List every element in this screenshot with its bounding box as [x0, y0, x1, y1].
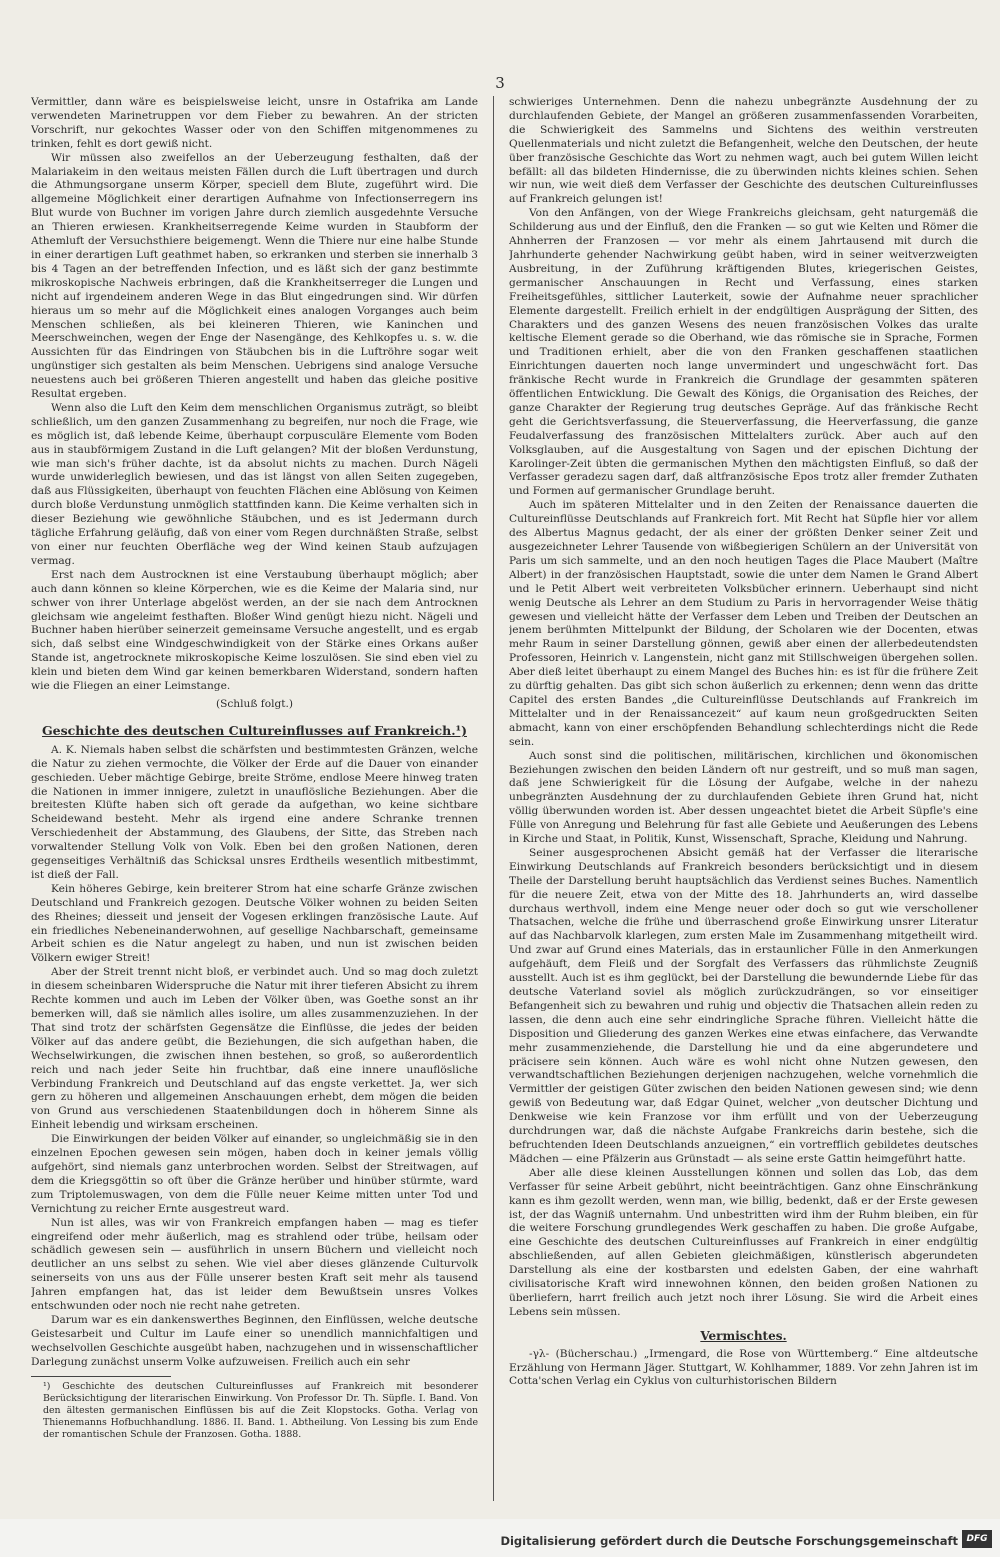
page-number: 3 — [495, 74, 505, 92]
footnote: ¹) Geschichte des deutschen Cultureinflusses auf Frankreich mit besonderer Berücksichtigung der literarischen Einwirkung. Von Professor Dr. Th. Süpfle. I. Band. Von den ältesten germanischen Einflüssen bis auf die Zeit Klopstocks. Gotha. Verlag von Thienemanns Hofbuchhandlung. 1886. II. Band. 1. Abtheilung. Von Lessing bis zum Ende der romantischen Schule der Franzosen. Gotha. 1888. — [43, 1380, 478, 1441]
paragraph: Vermittler, dann wäre es beispielsweise leicht, unsre in Ostafrika am Lande verwendeten Marinetruppen vor dem Fieber zu bewahren. An der stricten Vorschrift, nur gekochtes Wasser oder von den Schiffen mitgenommenes zu trinken, fehlt es dort gewiß nicht. — [31, 96, 478, 150]
paragraph: Seiner ausgesprochenen Absicht gemäß hat der Verfasser die literarische Einwirkung Deutschlands auf Frankreich besonders berücksichtigt und in diesem Theile der Darstellung beruht hauptsächlich das Verdienst seines Buches. Namentlich für die neuere Zeit, etwa von der Mitte des 18. Jahrhunderts an, wird dasselbe durchaus werthvoll, indem eine Menge neuer oder doch so gut wie verschollener Thatsachen, welche die frühe und überraschend große Einwirkung unsrer Literatur auf das Nachbarvolk klarlegen, zum ersten Male im Zusammenhang mitgetheilt wird. Und zwar auf Grund eines Materials, das in erstaunlicher Fülle in den Anmerkungen aufgehäuft, dem Fleiß und der Sorgfalt des Verfassers das rühmlichste Zeugniß ausstellt. Auch ist es ihm geglückt, bei der Darstellung die bewundernde Liebe für das deutsche Vaterland soviel als möglich zurückzudrängen, so vor einseitiger Befangenheit sich zu bewahren und ruhig und objectiv die Thatsachen allein reden zu lassen, die denn auch eine sehr eindringliche Sprache führen. Vielleicht hätte die Disposition und Gliederung des ganzen Werkes eine etwas einfachere, das Verwandte mehr zusammenziehende, die Darstellung hie und da eine abgerundetere und präcisere sein können. Auch wäre es wohl nicht ohne Nutzen gewesen, den verwandtschaftlichen Beziehungen derjenigen nachzugehen, welche vornehmlich die Vermittler der geistigen Güter zwischen den beiden Nationen gewesen sind; wie denn gewiß von Bedeutung war, daß Edgar Quinet, welcher „von deutscher Dichtung und Denkweise wie kein Franzose vor ihm erfüllt und von der Ueberzeugung durchdrungen war, daß die nächste Aufgabe Frankreichs darin bestehe, sich die befruchtenden Ideen Deutschlands anzueignen,“ ein vortrefflich gebildetes deutsches Mädchen — eine Pfälzerin aus Grünstadt — als seine erste Gattin heimgeführt hatte. — [509, 846, 978, 1165]
section-heading-vermischtes: Vermischtes. — [700, 1328, 787, 1343]
footnote-divider — [31, 1376, 171, 1377]
paragraph: -γλ- (Bücherschau.) „Irmengard, die Rose von Württemberg.“ Eine altdeutsche Erzählung von Hermann Jäger. Stuttgart, W. Kohlhammer, 1889. Vor zehn Jahren ist im Cotta'schen Verlag ein Cyklus von culturhistorischen Bildern — [509, 1347, 978, 1388]
paragraph: Aber der Streit trennt nicht bloß, er verbindet auch. Und so mag doch zuletzt in diesem scheinbaren Widerspruche die Natur mit ihrer tieferen Absicht zu ihrem Rechte kommen und auch im Leben der Völker üben, was Goethe sonst an ihr bemerken will, daß sie nämlich alles isolire, um alles zusammenzuziehen. In der That sind trotz der schärfsten Gegensätze die Einflüsse, die jedes der beiden Völker auf das andere geübt, die Beziehungen, die sich aufgethan haben, die Wechselwirkungen, die zwischen ihnen bestehen, so groß, so außerordentlich reich und nach jeder Seite hin fruchtbar, daß eine innere unauflösliche Verbindung Frankreich und Deutschland auf das engste verkettet. Ja, wer sich gern zu höheren und allgemeinen Anschauungen erhebt, dem mögen die beiden von Grund aus verschiedenen Staatenbildungen doch in höherem Sinne als Einheit lebendig und wirksam erscheinen. — [31, 966, 478, 1132]
paragraph: schwieriges Unternehmen. Denn die nahezu unbegränzte Ausdehnung der zu durchlaufenden Gebiete, der Mangel an größeren zusammenfassenden Vorarbeiten, die Schwierigkeit des Sammelns und Sichtens des weithin verstreuten Quellenmaterials und nicht zuletzt die Befangenheit, welche den Deutschen, der heute über französische Geschichte das Wort zu nehmen wagt, auch bei gutem Willen leicht befällt: all das bildeten Hindernisse, die zu überwinden nichts kleines schien. Sehen wir nun, wie weit dieß dem Verfasser der Geschichte des deutschen Cultureinflusses auf Frankreich gelungen ist! — [509, 96, 978, 206]
paragraph: Auch sonst sind die politischen, militärischen, kirchlichen und ökonomischen Beziehungen zwischen den beiden Ländern oft nur gestreift, und so muß man sagen, daß jene Schwierigkeit für die Lösung der Aufgabe, welche in der nahezu unbegränzten Ausdehnung der zu durchlaufenden Gebiete ihren Grund hat, nicht völlig überwunden worden ist. Aber dessen ungeachtet bietet die Arbeit Süpfle's eine Fülle von Anregung und Belehrung für fast alle Gebiete und Aeußerungen des Lebens in Kirche und Staat, in Politik, Kunst, Wissenschaft, Sprache, Kleidung und Nahrung. — [509, 749, 978, 846]
paragraph: Auch im späteren Mittelalter und in den Zeiten der Renaissance dauerten die Cultureinflüsse Deutschlands auf Frankreich fort. Mit Recht hat Süpfle hier vor allem des Albertus Magnus gedacht, der als einer der größten Denker seiner Zeit und ausgezeichneter Lehrer Tausende von wißbegierigen Schülern an der Universität von Paris um sich sammelte, und an den noch heutigen Tages die Place Maubert (Maître Albert) in der französischen Hauptstadt, sowie die unter dem Namen le Grand Albert und le Petit Albert weit verbreiteten Volksbücher erinnern. Ueberhaupt sind nicht wenig Deutsche als Lehrer an dem Studium zu Paris in hervorragender Weise thätig gewesen und vielleicht hätte der Verfasser dem Leben und Treiben der Deutschen an jenem berühmten Mittelpunkt der Bildung, der Scholaren wie der Docenten, etwas mehr Raum in seiner Darstellung gönnen, gewiß aber einen der allerbedeutendsten Professoren, Heinrich v. Langenstein, nicht ganz mit Stillschweigen übergehen sollen. Aber dieß leitet überhaupt zu einem Mangel des Buches hin: es ist für die frühere Zeit zu dürftig gehalten. Das gibt sich schon äußerlich zu erkennen; denn wenn das dritte Capitel des ersten Bandes „die Cultureinflüsse Deutschlands auf Frankreich im Mittelalter und in der Renaissancezeit“ auf kaum neun großgedruckten Seiten abmacht, kann von einer erschöpfenden Behandlung schlechterdings nicht die Rede sein. — [509, 499, 978, 748]
right-column — [509, 96, 978, 1496]
funding-credit: Digitalisierung gefördert durch die Deutsche Forschungsgemeinschaft — [500, 1534, 958, 1548]
paragraph: Aber alle diese kleinen Ausstellungen können und sollen das Lob, das dem Verfasser für seine Arbeit gebührt, nicht beeinträchtigen. Ganz ohne Einschränkung kann es ihm gezollt werden, wenn man, wie billig, bedenkt, daß er der Erste gewesen ist, der das Wagniß unternahm. Und unbestritten wird ihm der Ruhm bleiben, ein für die weitere Forschung grundlegendes Werk geschaffen zu haben. Die große Aufgabe, eine Geschichte des deutschen Cultureinflusses auf Frankreich in einer endgültig abschließenden, auf allen Gebieten gleichmäßigen, künstlerisch abgerundeten Darstellung als eine der kostbarsten und edelsten Gaben, der eine wahrhaft civilisatorische Kraft wird innewohnen können, den beiden großen Nationen zu überliefern, harrt freilich auch jetzt noch ihrer Lösung. Sie wird die Arbeit eines Lebens sein müssen. — [509, 1166, 978, 1318]
paragraph: Kein höheres Gebirge, kein breiterer Strom hat eine scharfe Gränze zwischen Deutschland und Frankreich gezogen. Deutsche Völker wohnen zu beiden Seiten des Rheines; diesseit und jenseit der Vogesen erklingen französische Laute. Auf ein friedliches Nebeneinanderwohnen, auf gesellige Nachbarschaft, gemeinsame Arbeit schien es die Natur angelegt zu haben, und nun ist zwischen beiden Völkern ewiger Streit! — [31, 882, 478, 965]
dfg-logo: DFG — [962, 1530, 992, 1548]
paragraph: Erst nach dem Austrocknen ist eine Verstaubung überhaupt möglich; aber auch dann können so kleine Körperchen, wie es die Keime der Malaria sind, nur schwer von ihrer Unterlage abgelöst werden, an der sie nach dem Antrocknen gleichsam wie angeleimt festhaften. Bloßer Wind genügt hiezu nicht. Nägeli und Buchner haben hierüber seinerzeit gemeinsame Versuche angestellt, und es ergab sich, daß selbst eine Windgeschwindigkeit von der Stärke eines Orkans außer Stande ist, angetrocknete mikroskopische Keime loszulösen. Sie sind eben viel zu klein und bieten dem Wind gar keinen bemerkbaren Widerstand, sondern haften wie die Fliegen an einer Leimstange. — [31, 568, 478, 693]
paragraph: A. K. Niemals haben selbst die schärfsten und bestimmtesten Gränzen, welche die Natur zu ziehen vermochte, die Völker der Erde auf die Dauer von einander geschieden. Ueber mächtige Gebirge, breite Ströme, endlose Meere hinweg traten die Nationen in immer innigere, zuletzt in unauflösliche Beziehungen. Aber die breitesten Klüfte haben sich oft gerade da aufgethan, wo keine sichtbare Scheidewand besteht. Mehr als irgend eine andere Schranke trennen Verschiedenheit der Abstammung, des Glaubens, der Sitte, das Streben nach vorwaltender Stellung Volk von Volk. Eben bei den großen Nationen, deren gegenseitiges Verhältniß das Schicksal unsres Erdtheils wesentlich mitbestimmt, ist dieß der Fall. — [31, 743, 478, 881]
paragraph: Nun ist alles, was wir von Frankreich empfangen haben — mag es tiefer eingreifend oder mehr äußerlich, mag es strahlend oder trübe, heilsam oder schädlich gewesen sein — ausführlich in unsern Büchern und vielleicht noch deutlicher an uns selbst zu sehen. Wie viel aber dieses glänzende Culturvolk seinerseits von uns aus der Fülle unserer besten Kraft seit mehr als tausend Jahren empfangen hat, das ist leider dem Bewußtsein unsres Volkes entschwunden oder noch nie recht nahe getreten. — [31, 1216, 478, 1313]
left-column — [31, 96, 478, 1506]
paragraph: Die Einwirkungen der beiden Völker auf einander, so ungleichmäßig sie in den einzelnen Epochen gewesen sein mögen, haben doch in keiner jemals völlig aufgehört, sind niemals ganz unterbrochen worden. Selbst der Streitwagen, auf dem die Kriegsgöttin so oft über die Gränze herüber und hinüber stürmte, ward zum Triptolemuswagen, von dem die Fülle neuer Keime mitten unter Tod und Vernichtung zu reicher Ernte ausgestreut ward. — [31, 1133, 478, 1215]
article-heading: Geschichte des deutschen Cultureinflusses auf Frankreich.¹) — [41, 722, 467, 738]
paragraph: Wenn also die Luft den Keim dem menschlichen Organismus zuträgt, so bleibt schließlich, um den ganzen Zusammenhang zu begreifen, nur noch die Frage, wie es möglich ist, daß lebende Keime, überhaupt corpusculäre Elemente vom Boden aus in staubförmigem Zustand in die Luft gelangen? Mit der bloßen Verdunstung, wie man sich's früher dachte, ist da absolut nichts zu machen. Durch Nägeli wurde unwiderleglich bewiesen, und das ist längst von allen Seiten zugegeben, daß aus Flüssigkeiten, überhaupt von feuchten Flächen eine Ablösung von Keimen durch bloße Verdunstung unmöglich stattfinden kann. Die Keime verhalten sich in dieser Beziehung wie gewöhnliche Stäubchen, und es ist Jedermann durch tägliche Erfahrung geläufig, daß von einer vom Regen durchnäßten Straße, selbst von einer nur feuchten Oberfläche weg der Wind keinen Staub aufzujagen vermag. — [31, 401, 478, 567]
column-divider — [493, 96, 494, 1501]
continuation-note: (Schluß folgt.) — [215, 697, 294, 710]
paragraph: Wir müssen also zweifellos an der Ueberzeugung festhalten, daß der Malariakeim in den weitaus meisten Fällen durch die Luft übertragen und durch die Athmungsorgane unserm Körper, speciell dem Blute, zugeführt wird. Die allgemeine Möglichkeit einer derartigen Aufnahme von Infectionserregern ins Blut wurde von Buchner im vorigen Jahre durch ziemlich ausgedehnte Versuche an Thieren erwiesen. Krankheitserregende Keime wurden in Staubform der Athemluft der Versuchsthiere beigemengt. Wenn die Thiere nur eine halbe Stunde in einer derartigen Luft geathmet haben, so erkranken und sterben sie innerhalb 3 bis 4 Tagen an der betreffenden Infection, und es läßt sich der ganz bestimmte mikroskopische Nachweis erbringen, daß die Krankheitserreger die Lungen und nicht auf irgendeinem anderen Wege in das Blut eingedrungen sind. Wir dürfen hieraus um so mehr auf die Möglichkeit eines analogen Vorganges auch beim Menschen schließen, als bei kleineren Thieren, wie Kaninchen und Meerschweinchen, wegen der Enge der Nasengänge, des Kehlkopfes u. s. w. die Aussichten für das Eindringen von Stäubchen bis in die Luftröhre sogar weit ungünstiger sich gestalten als beim Menschen. Uebrigens sind analoge Versuche neuestens auch bei größeren Thieren angestellt und haben das gleiche positive Resultat ergeben. — [31, 151, 478, 401]
paragraph: Darum war es ein dankenswerthes Beginnen, den Einflüssen, welche deutsche Geistesarbeit und Cultur im Laufe einer so unendlich mannichfaltigen und wechselvollen Geschichte ausgeübt haben, nachzugehen und in wissenschaftlicher Darlegung zunächst unserm Volke aufzuweisen. Freilich auch ein sehr — [31, 1313, 478, 1368]
paragraph: Von den Anfängen, von der Wiege Frankreichs gleichsam, geht naturgemäß die Schilderung aus und der Einfluß, den die Franken — so gut wie Kelten und Römer die Ahnherren der Franzosen — vor mehr als einem Jahrtausend mit durch die Jahrhunderte gehender Nachwirkung geübt haben, wird in seiner weitverzweigten Ausbreitung, in der Zuführung kräftigenden Blutes, kriegerischen Geistes, germanischer Anschauungen in Recht und Verfassung, eines starken Freiheitsgefühles, sittlicher Lauterkeit, sowie der Aufnahme neuer sprachlicher Elemente dargestellt. Freilich erhielt in der endgültigen Ausprägung der Sitten, des Charakters und des ganzen Wesens des neuen französischen Volkes das uralte keltische Element gerade so die Oberhand, wie das römische sie in Sprache, Formen und Traditionen erhielt, aber die von den Franken geschaffenen staatlichen Einrichtungen dauerten noch lange unvermindert und ungeschwächt fort. Das fränkische Recht wurde in Frankreich die Grundlage der gesammten späteren öffentlichen Entwicklung. Die Gewalt des Königs, die Organisation des Reiches, der ganze Charakter der Regierung trug deutsches Gepräge. Auf das fränkische Recht geht die Gerichtsverfassung, die Steuerverfassung, die Heerverfassung, die ganze Feudalverfassung des französischen Mittelalters zurück. Aber auch auf den Volksglauben, auf die Ausgestaltung von Sagen und der epischen Dichtung der Karolinger-Zeit übten die germanischen Mythen den mächtigsten Einfluß, so daß der Verfasser geradezu sagen darf, daß altfranzösische Epos trotz aller fremder Zuthaten und Formen auf germanischer Grundlage beruht. — [509, 207, 978, 498]
